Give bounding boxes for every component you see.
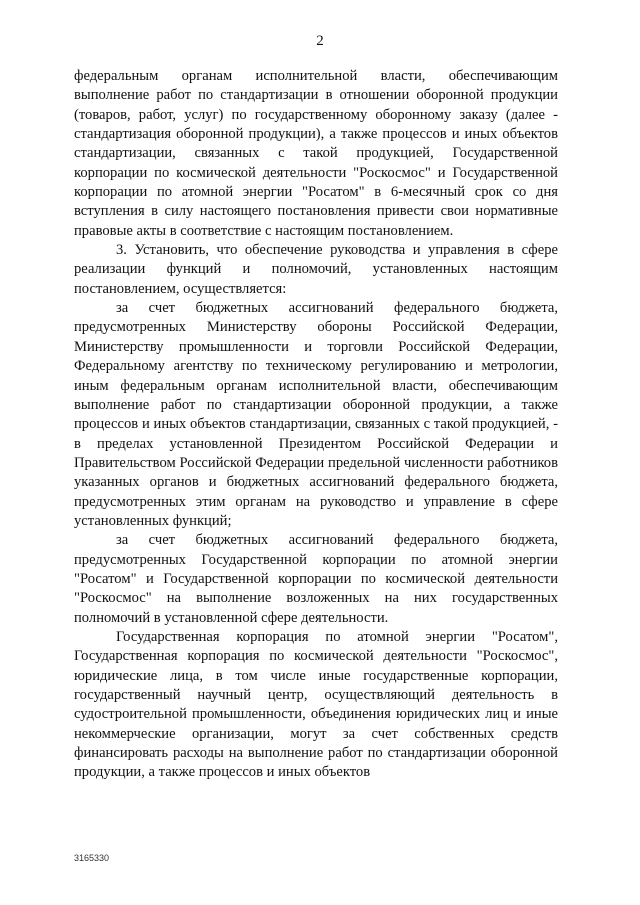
page-number: 2 (316, 33, 324, 49)
paragraph-continuation: федеральным органам исполнительной власти, обеспечивающим выполнение работ по стандартизации в отношении оборонной продукции (товаров, работ, услуг) по государственному оборонному заказу (далее - стандартизация оборонной продукции), а также процессов и иных объектов стандартизации, связанных с такой продукцией, Государственной корпорации по космической деятельности "Роскосмос" и Государственной корпорации по атомной энергии "Росатом" в 6-месячный срок со дня вступления в силу настоящего постановления привести свои нормативные правовые акты в соответствие с настоящим постановлением. (74, 68, 558, 239)
document-body (74, 67, 558, 783)
paragraph-federal-budget-corporations: за счет бюджетных ассигнований федерального бюджета, предусмотренных Государственной корпорации по атомной энергии "Росатом" и Государственной корпорации по космической деятельности "Роскосмос" на выполнение возложенных на них государственных полномочий в установленной сфере деятельности. (74, 532, 558, 626)
paragraph-item-3: 3. Установить, что обеспечение руководства и управления в сфере реализации функций и полномочий, установленных настоящим постановлением, осуществляется: (74, 242, 558, 297)
paragraph-own-funds-financing: Государственная корпорация по атомной энергии "Росатом", Государственная корпорация по космической деятельности "Роскосмос", юридические лица, в том числе иные государственные корпорации, государственный научный центр, осуществляющий деятельность в судостроительной промышленности, объединения юридических лиц и иные некоммерческие организации, могут за счет собственных средств финансировать расходы на выполнение работ по стандартизации оборонной продукции, а также процессов и иных объектов (74, 628, 558, 781)
paragraph-federal-budget-agencies: за счет бюджетных ассигнований федерального бюджета, предусмотренных Министерству обороны Российской Федерации, Министерству промышленности и торговли Российской Федерации, Федеральному агентству по техническому регулированию и метрологии, иным федеральным органам исполнительной власти, обеспечивающим выполнение работ по стандартизации оборонной продукции, а также процессов и иных объектов стандартизации, связанных с такой продукцией, - в пределах установленной Президентом Российской Федерации и Правительством Российской Федерации предельной численности работников указанных органов и бюджетных ассигнований федерального бюджета, предусмотренных этим органам на руководство и управление в сфере установленных функций; (74, 300, 558, 529)
document-code: 3165330 (74, 853, 110, 863)
